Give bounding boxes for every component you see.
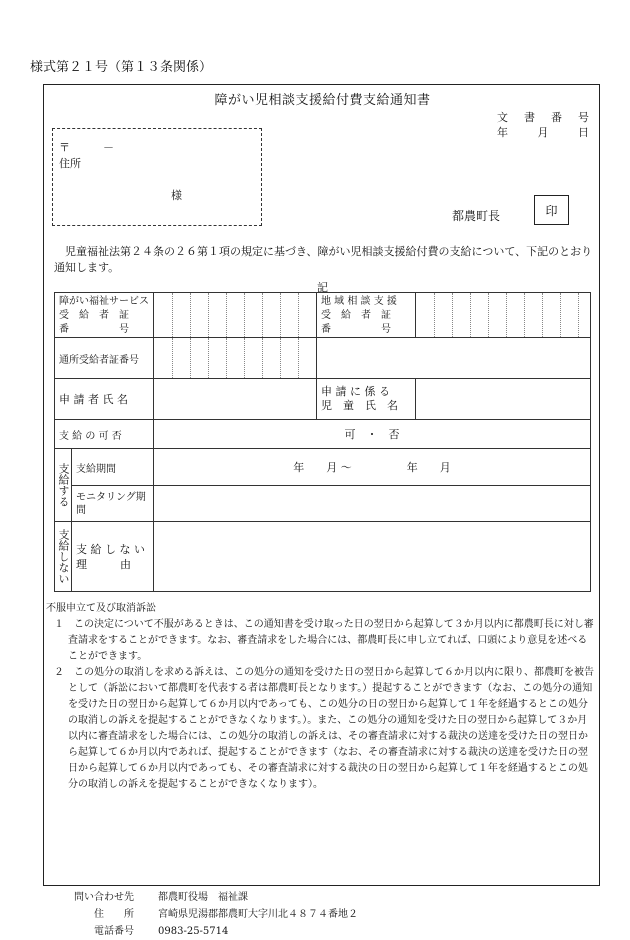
community-cert-number-field[interactable] bbox=[415, 292, 591, 338]
label-line: 受 給 者 証 bbox=[59, 310, 129, 321]
date-year: 年 bbox=[497, 126, 508, 139]
community-cert-label bbox=[316, 292, 416, 338]
notice-frame bbox=[43, 84, 600, 937]
child-name-label bbox=[316, 378, 416, 420]
body-paragraph: 児童福祉法第２４条の２６第１項の規定に基づき、障がい児相談支援給付費の支給について、下記のとおり通知します。 bbox=[54, 245, 593, 274]
pay-period-label: 支給期間 bbox=[71, 448, 154, 486]
label-line: 児 童 氏 名 bbox=[321, 399, 398, 412]
mayor-name: 都農町長 bbox=[452, 209, 501, 223]
label-line: 地 域 相 談 支 援 bbox=[321, 296, 397, 307]
applicant-name-field[interactable] bbox=[153, 378, 317, 420]
no-pay-reason-field[interactable] bbox=[153, 521, 591, 592]
approval-label: 支 給 の 可 否 bbox=[54, 419, 154, 449]
contact-value: 都農町役場 福祉課 bbox=[158, 892, 248, 903]
note-item: ２ この処分の取消しを求める訴えは、この処分の通知を受けた日の翌日から起算して６か月以内に限り、都農町を被告として（訴訟において都農町を代表する者は都農町長となります。）提起することができます（なお、この処分の通知を受けた日の翌日から起算して６か月以内であっても、この処分の日の翌日から起算して１年を経過するとこの処分の取消しの訴えを提起することができなくなります。）。また、この処分の通知を受けた日の翌日から起算して３か月以内に審査請求をした場合には、この処分の取消しの訴えは、その審査請求に対する裁決の送達を受けた日の翌日から起算して６か月以内であれば、提起することができます（なお、その審査請求に対する裁決の送達を受けた日の翌日から起算して６か月以内であっても、その審査請求に対する裁決の日の翌日から起算して１年を経過するとこの処分の取消しの訴えを提起することができなくなります）。 bbox=[54, 667, 594, 790]
date-month: 月 bbox=[537, 126, 549, 139]
date-day: 日 bbox=[578, 126, 589, 139]
doc-number-char: 号 bbox=[578, 111, 589, 124]
phone-value: 0983-25-5714 bbox=[158, 926, 229, 937]
label-line: 番 号 bbox=[321, 324, 391, 335]
label-line: 障がい福祉サービス bbox=[59, 296, 149, 307]
doc-number-char: 番 bbox=[551, 111, 562, 124]
day-service-cert-label: 通所受給者証番号 bbox=[54, 337, 154, 379]
notice-title: 障がい児相談支援給付費支給通知書 bbox=[214, 93, 431, 108]
no-pay-reason-label: 支 給 し な い 理 由 bbox=[71, 521, 154, 592]
postal-code: 〒 － bbox=[59, 141, 114, 154]
label-line: 申 請 に 係 る bbox=[321, 385, 390, 398]
doc-number-char: 書 bbox=[524, 111, 535, 124]
form-code: 様式第２１号（第１３条関係） bbox=[30, 60, 213, 75]
day-service-cert-number-field[interactable] bbox=[153, 337, 317, 379]
applicant-name-label: 申 請 者 氏 名 bbox=[54, 378, 154, 420]
row2-right-blank bbox=[316, 337, 591, 379]
address-box bbox=[52, 128, 262, 226]
details-table bbox=[54, 292, 591, 592]
address-label: 住 所 bbox=[94, 909, 134, 920]
notes-heading: 不服申立て及び取消訴訟 bbox=[46, 603, 156, 614]
doc-number-char: 文 bbox=[497, 111, 508, 124]
service-cert-number-field[interactable] bbox=[153, 292, 317, 338]
phone-label: 電話番号 bbox=[94, 926, 134, 937]
pay-period-value[interactable]: 年 月 ～ 年 月 bbox=[153, 448, 591, 486]
note-item: １ この決定について不服があるときは、この通知書を受け取った日の翌日から起算して３か月以内に都農町長に対し審査請求をすることができます。なお、審査請求をした場合には、都農町長に申し立てれば、口頭により意見を述べることができます。 bbox=[54, 619, 594, 662]
service-cert-label bbox=[54, 292, 154, 338]
pay-group-label: 支給する bbox=[54, 448, 72, 522]
address-value: 宮崎県児湯郡都農町大字川北４８７４番地２ bbox=[158, 909, 358, 920]
recipient-sama: 様 bbox=[171, 189, 182, 202]
ki-heading: 記 bbox=[317, 281, 328, 294]
monitoring-period-field[interactable] bbox=[153, 485, 591, 522]
contact-label: 問い合わせ先 bbox=[74, 892, 134, 903]
seal-box: 印 bbox=[534, 195, 569, 225]
label-line: 番 号 bbox=[59, 324, 129, 335]
monitoring-period-label: モニタリング期間 bbox=[71, 485, 154, 522]
approval-value[interactable]: 可 ・ 否 bbox=[153, 419, 591, 449]
address-label: 住所 bbox=[59, 157, 81, 170]
no-pay-group-label: 支給しない bbox=[54, 521, 72, 592]
appeal-notes bbox=[46, 601, 594, 793]
child-name-field[interactable] bbox=[415, 378, 591, 420]
doc-number-block bbox=[497, 110, 589, 140]
label-line: 受 給 者 証 bbox=[321, 310, 391, 321]
